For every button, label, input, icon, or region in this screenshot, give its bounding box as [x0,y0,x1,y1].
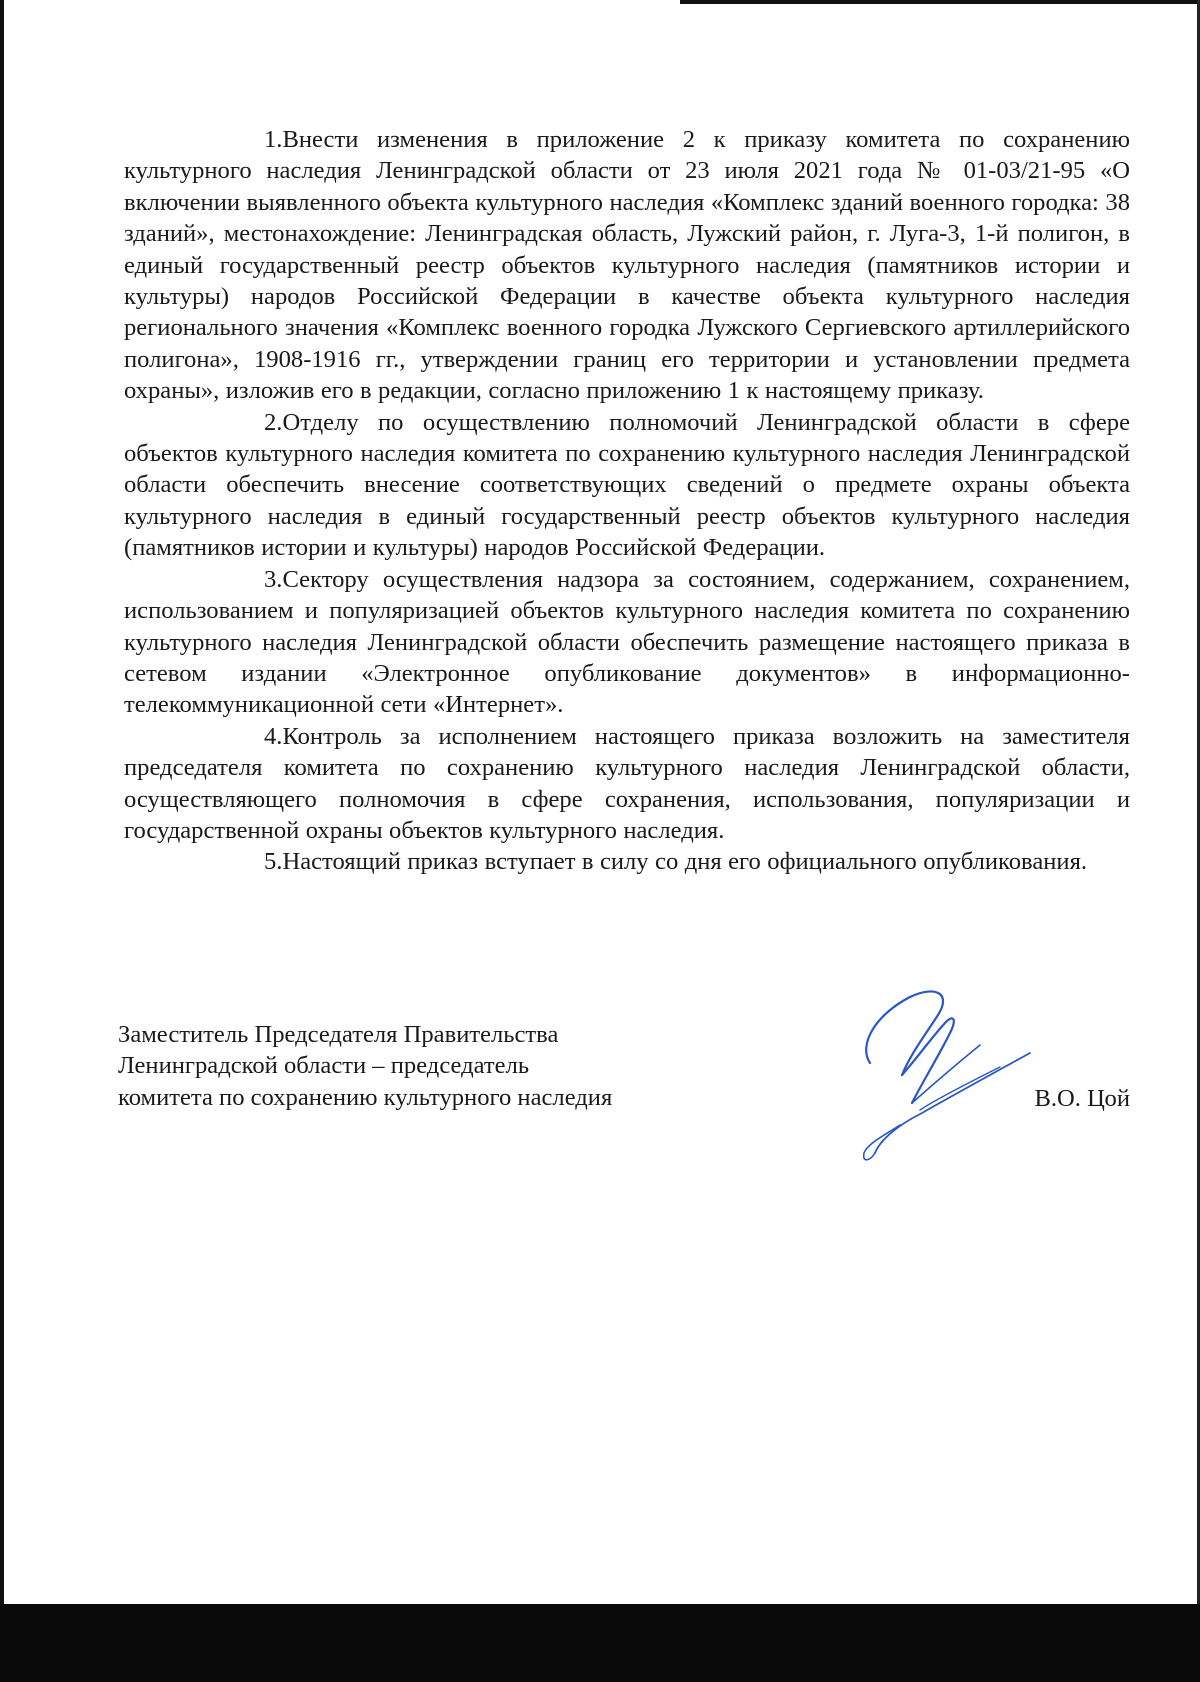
item-text: Контроль за исполнением настоящего приказа возложить на заместителя председателя комитета по сохранению культурного наследия Ленинградской области, осуществляющего полномочия в сфере сохранения, использования, популяризации и государственной охраны объектов культурного наследия. [124,722,1130,844]
signer-name: В.О. Цой [1034,1085,1130,1112]
order-item-4 [124,721,1130,847]
signer-title [118,1019,612,1113]
item-text: Настоящий приказ вступает в силу со дня его официального опубликования. [282,848,1088,876]
signature-strokes [864,991,1030,1159]
item-number: 3. [264,565,283,593]
order-item-1 [124,124,1130,407]
item-number: 2. [264,408,283,436]
handwritten-signature [840,975,1040,1165]
scan-bottom-bar [0,1604,1200,1682]
order-item-3 [124,564,1130,721]
item-number: 5. [264,848,283,876]
item-text: Отделу по осуществлению полномочий Ленинградской области в сфере объектов культурного наследия комитета по сохранению культурного наследия Ленинградской области обеспечить внесение соответствующих сведений о предмете охраны объекта культурного наследия в единый государственный реестр объектов культурного наследия (памятников истории и культуры) народов Российской Федерации. [124,408,1130,562]
scan-left-edge [0,0,4,1682]
order-body [124,124,1130,878]
item-text: Внести изменения в приложение 2 к приказу комитета по сохранению культурного наследия Ленинградской области от 23 июля 2021 года № 01-03/21-95 «О включении выявленного объекта культурного наследия «Комплекс зданий военного городка: 38 зданий», местонахождение: Ленинградская область, Лужский район, г. Луга-3, 1-й полигон, в единый государственный реестр объектов культурного наследия (памятников истории и культуры) народов Российской Федерации в качестве объекта культурного наследия регионального значения «Комплекс военного городка Лужского Сергиевского артиллерийского полигона», 1908-1916 гг., утверждении границ его территории и установлении предмета охраны», изложив его в редакции, согласно приложению 1 к настоящему приказу. [124,126,1130,405]
signer-title-line: комитета по сохранению культурного наследия [118,1083,613,1111]
signer-title-line: Заместитель Председателя Правительства [118,1021,559,1048]
order-item-2 [124,407,1130,564]
signer-title-line: Ленинградской области – председатель [118,1052,530,1080]
item-number: 4. [264,722,283,750]
item-number: 1. [264,126,283,153]
scan-top-edge [680,0,1200,4]
order-item-5 [124,846,1130,877]
item-text: Сектору осуществления надзора за состоянием, содержанием, сохранением, использованием и популяризацией объектов культурного наследия комитета по сохранению культурного наследия Ленинградской области обеспечить размещение настоящего приказа в сетевом издании «Электронное опубликование документов» в информационно-телекоммуникационной сети «Интернет». [124,565,1130,719]
